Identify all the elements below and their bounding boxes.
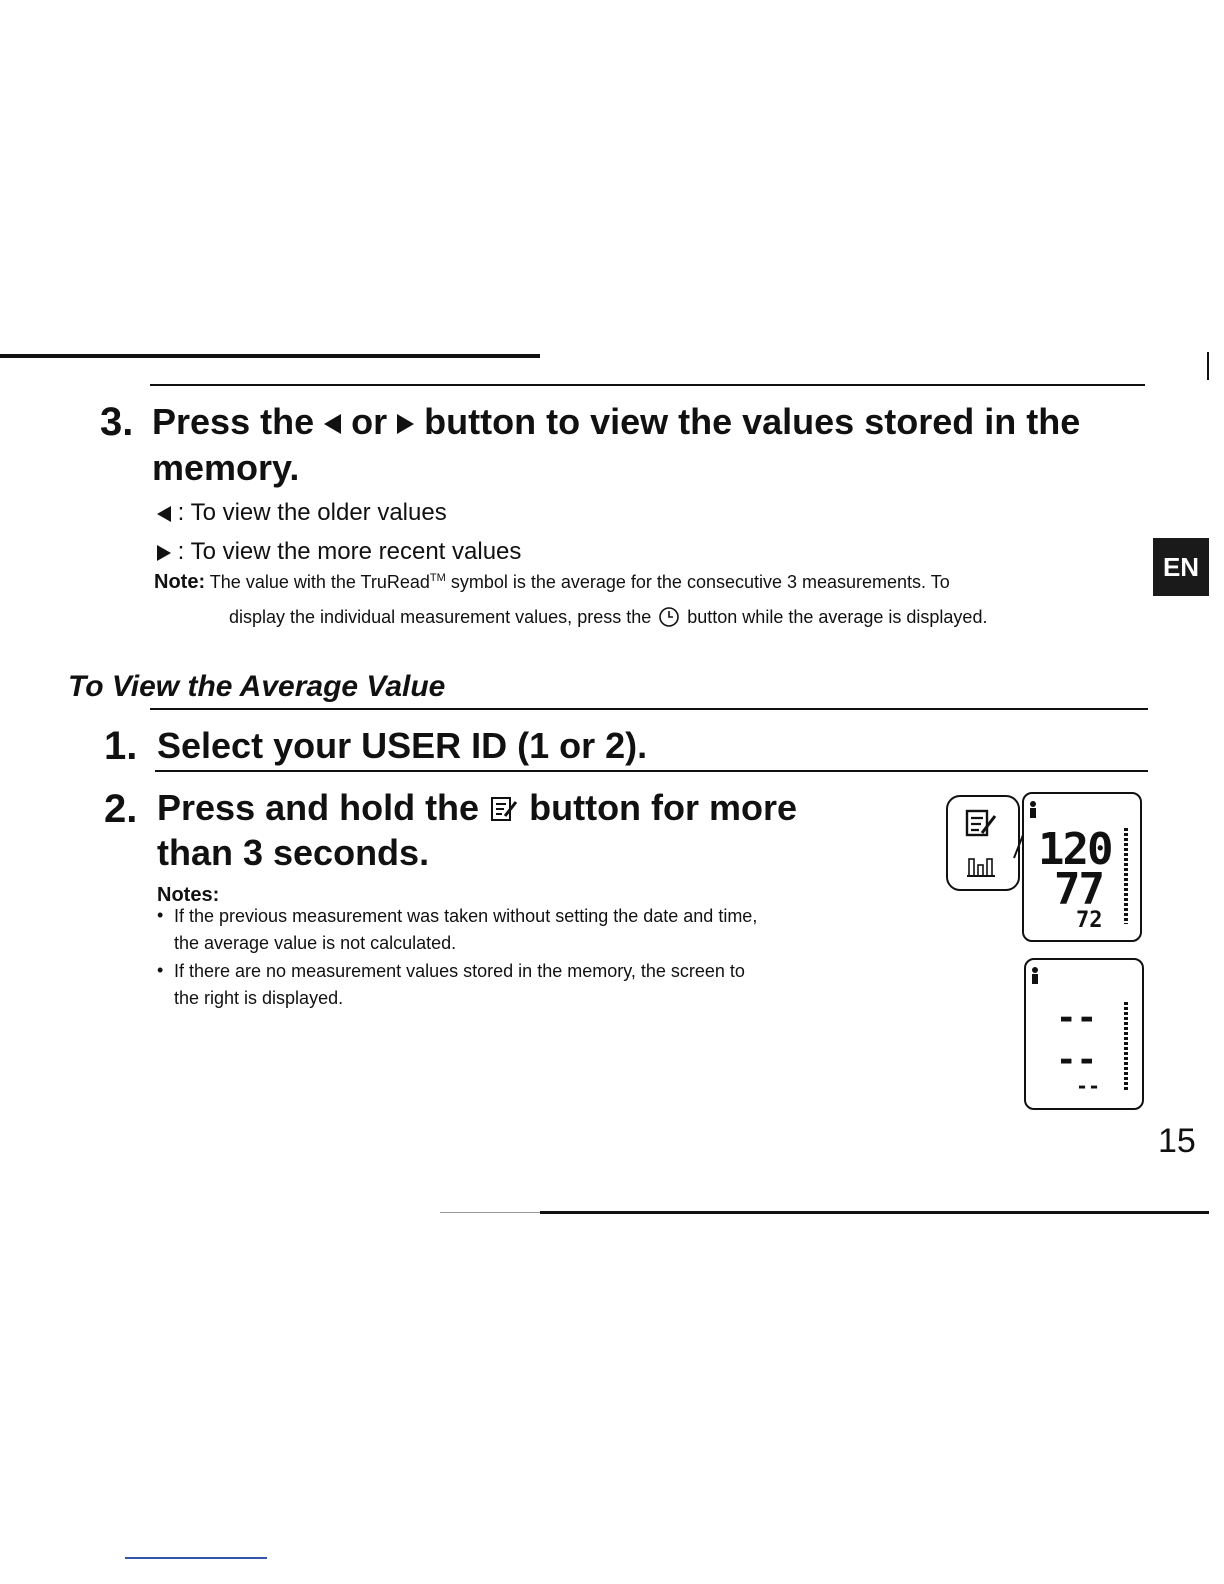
note-text-d: button while the average is displayed. bbox=[687, 607, 988, 627]
step3-title bbox=[152, 400, 1080, 444]
left-arrow-icon bbox=[157, 506, 171, 522]
note-label: Note: bbox=[154, 571, 206, 593]
step3-title-part1: Press the bbox=[152, 401, 315, 442]
note-bullet-1: • bbox=[157, 905, 164, 925]
trademark-mark: TM bbox=[429, 572, 446, 584]
note-text-b: symbol is the average for the consecutive 3 measurements. To bbox=[450, 572, 950, 592]
user-icon bbox=[1030, 966, 1040, 986]
note-1-line2: the average value is not calculated. bbox=[174, 933, 457, 953]
lcd-empty-screen bbox=[1024, 958, 1144, 1110]
lcd-average-screen bbox=[1022, 792, 1142, 942]
right-arrow-desc-row bbox=[157, 538, 521, 566]
note-2 bbox=[174, 958, 745, 1012]
step1-rule bbox=[155, 770, 1148, 772]
lcd-empty-scale-bar bbox=[1124, 1002, 1128, 1092]
lcd-empty-systolic: -- bbox=[1056, 998, 1097, 1038]
step3-top-rule bbox=[150, 384, 1145, 386]
memo-icon bbox=[964, 807, 998, 841]
step3-title-part2: or bbox=[351, 401, 388, 442]
step3-number: 3. bbox=[100, 400, 134, 444]
footer-link-line bbox=[125, 1557, 267, 1559]
average-memo-icon bbox=[489, 794, 519, 824]
clock-icon bbox=[658, 606, 680, 628]
note-2-line1: If there are no measurement values stored in the memory, the screen to bbox=[174, 961, 745, 981]
left-arrow-icon bbox=[324, 414, 341, 434]
left-arrow-desc-row bbox=[157, 499, 447, 527]
note-text-c: display the individual measurement values, press the bbox=[229, 607, 652, 627]
step3-title-line2: memory. bbox=[152, 447, 300, 488]
right-arrow-icon bbox=[157, 545, 171, 561]
lcd-pulse: 72 bbox=[1076, 908, 1103, 933]
bottom-rule-faint bbox=[440, 1212, 540, 1213]
notes-label: Notes: bbox=[157, 884, 220, 906]
bar-graph-icon bbox=[964, 849, 998, 879]
lcd-systolic: 120 bbox=[1038, 824, 1112, 875]
step3-note-line1 bbox=[154, 571, 950, 594]
lcd-diastolic: 77 bbox=[1054, 864, 1103, 915]
lcd-empty-pulse: -- bbox=[1076, 1074, 1101, 1098]
note-text-a: The value with the TruRead bbox=[209, 572, 430, 592]
note-2-line2: the right is displayed. bbox=[174, 988, 344, 1008]
lcd-empty-diastolic: -- bbox=[1056, 1040, 1097, 1080]
lcd-button-panel bbox=[946, 795, 1020, 891]
step1-number: 1. bbox=[104, 724, 138, 768]
step3-note-line2 bbox=[229, 606, 987, 628]
top-left-rule bbox=[0, 354, 540, 358]
step2-number: 2. bbox=[104, 787, 138, 831]
left-arrow-desc: : To view the older values bbox=[177, 499, 447, 526]
step1-title: Select your USER ID (1 or 2). bbox=[157, 725, 648, 766]
right-arrow-icon bbox=[397, 414, 414, 434]
right-edge-mark bbox=[1207, 352, 1209, 380]
section-heading: To View the Average Value bbox=[68, 670, 446, 703]
section-rule bbox=[150, 708, 1148, 710]
user-icon bbox=[1028, 800, 1038, 820]
lcd-scale-bar bbox=[1124, 828, 1128, 924]
page-number: 15 bbox=[1158, 1122, 1196, 1160]
language-tab: EN bbox=[1153, 538, 1209, 596]
note-1 bbox=[174, 903, 757, 957]
step2-title-part1: Press and hold the bbox=[157, 787, 480, 828]
note-1-line1: If the previous measurement was taken without setting the date and time, bbox=[174, 906, 758, 926]
right-arrow-desc: : To view the more recent values bbox=[177, 538, 522, 565]
step2-title bbox=[157, 786, 797, 830]
note-bullet-2: • bbox=[157, 960, 164, 980]
step2-title-part2: button for more bbox=[529, 787, 798, 828]
step2-title-line2: than 3 seconds. bbox=[157, 832, 430, 873]
step3-title-part3: button to view the values stored in the bbox=[424, 401, 1081, 442]
bottom-rule bbox=[540, 1211, 1209, 1214]
